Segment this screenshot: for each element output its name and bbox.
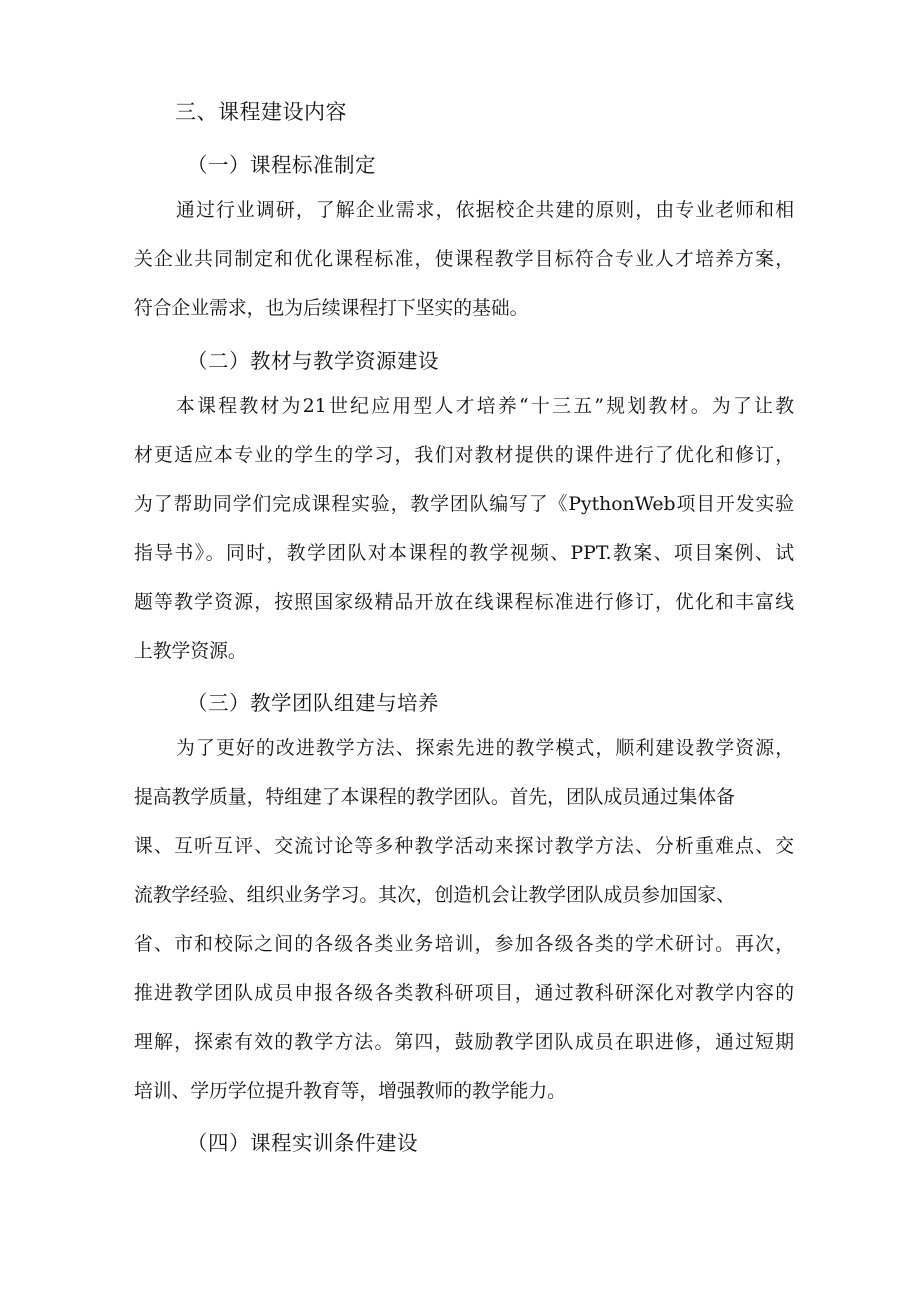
paragraph-line: 推进教学团队成员申报各级各类教科研项目，通过教科研深化对教学内容的 xyxy=(134,983,794,1004)
paragraph-line: 为了更好的改进教学方法、探索先进的教学模式，顺利建设教学资源， xyxy=(176,738,794,759)
paragraph-line: 关企业共同制定和优化课程标准，使课程教学目标符合专业人才培养方案， xyxy=(134,249,794,270)
section-title: 三、课程建设内容 xyxy=(175,100,347,124)
subsection-heading-2: （二）教材与教学资源建设 xyxy=(187,349,439,373)
subsection-heading-3: （三）教学团队组建与培养 xyxy=(187,691,439,715)
paragraph-2 xyxy=(134,382,794,676)
subsection-heading-1: （一）课程标准制定 xyxy=(187,153,376,177)
paragraph-1 xyxy=(134,186,794,333)
paragraph-line: 符合企业需求，也为后续课程打下坚实的基础。 xyxy=(134,298,529,319)
paragraph-line: 培训、学历学位提升教育等，增强教师的教学能力。 xyxy=(134,1081,566,1102)
paragraph-line: 题等教学资源，按照国家级精品开放在线课程标准进行修订，优化和丰富线 xyxy=(134,592,794,613)
paragraph-line: 课、互听互评、交流讨论等多种教学活动来探讨教学方法、分析重难点、交 xyxy=(134,836,794,857)
paragraph-line: 提高教学质量，特组建了本课程的教学团队。首先，团队成员通过集体备 xyxy=(134,787,735,808)
paragraph-line: 理解，探索有效的教学方法。第四，鼓励教学团队成员在职进修，通过短期 xyxy=(134,1032,794,1053)
paragraph-line: 流教学经验、组织业务学习。其次，创造机会让教学团队成员参加国家、 xyxy=(134,885,735,906)
paragraph-line: 指导书》。同时，教学团队对本课程的教学视频、PPT.教案、项目案例、试 xyxy=(134,543,794,564)
paragraph-line: 省、市和校际之间的各级各类业务培训，参加各级各类的学术研讨。再次， xyxy=(134,934,794,955)
paragraph-line: 上教学资源。 xyxy=(134,641,247,662)
paragraph-line: 材更适应本专业的学生的学习，我们对教材提供的课件进行了优化和修订， xyxy=(134,445,794,466)
paragraph-line: 本课程教材为21世纪应用型人才培养“十三五”规划教材。为了让教 xyxy=(176,396,794,417)
subsection-heading-4: （四）课程实训条件建设 xyxy=(187,1131,418,1155)
paragraph-3 xyxy=(134,724,794,1116)
paragraph-line: 通过行业调研，了解企业需求，依据校企共建的原则，由专业老师和相 xyxy=(176,200,794,221)
paragraph-line: 为了帮助同学们完成课程实验，教学团队编写了《PythonWeb项目开发实验 xyxy=(134,494,794,515)
